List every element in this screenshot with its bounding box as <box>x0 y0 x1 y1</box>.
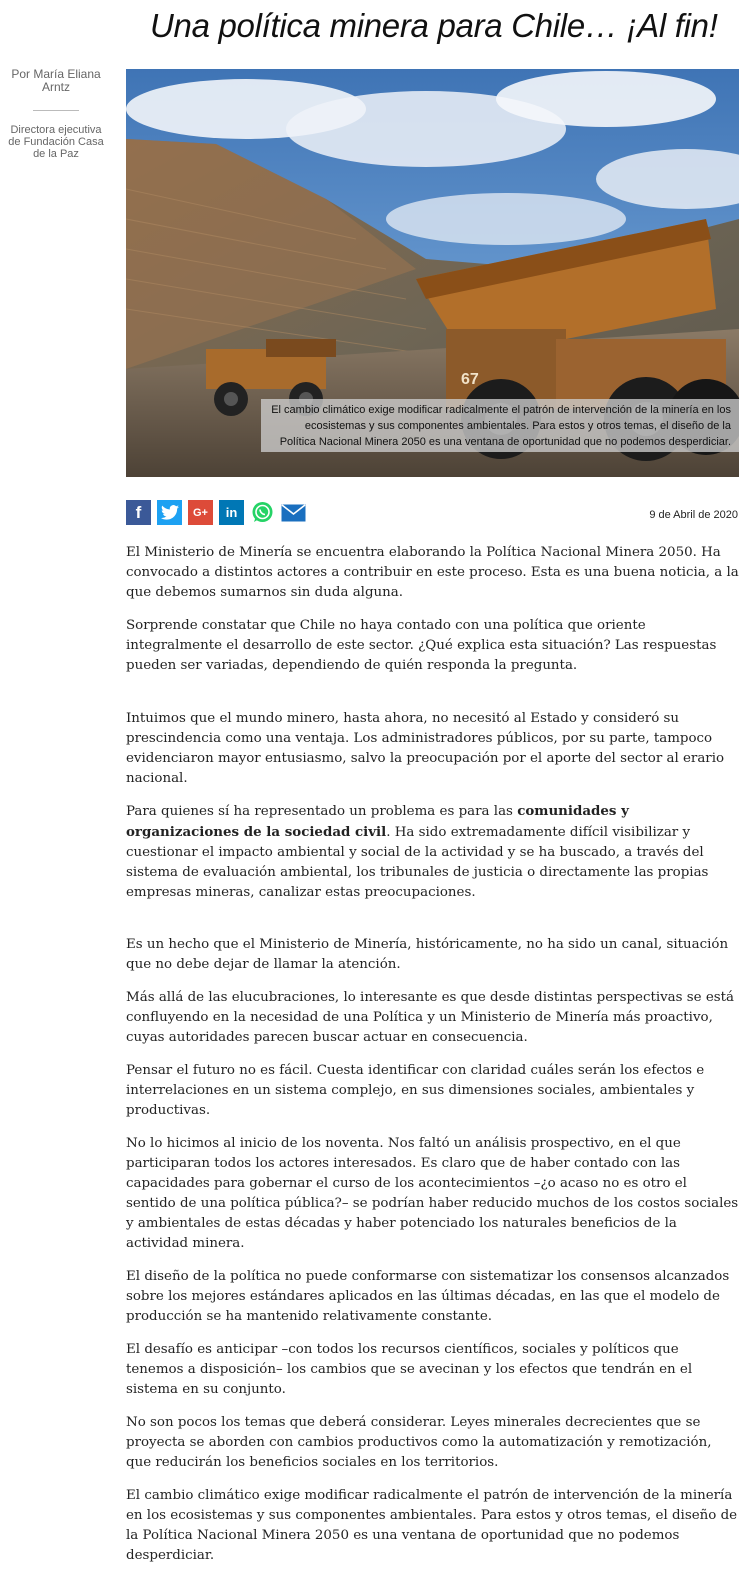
paragraph: El diseño de la política no puede conformarse con sistematizar los consensos alcanzados sobre los mejores estándares aplicados en las últimas décadas, en las que el modelo de producción se ha mantenido relativamente constante. <box>126 1269 730 1324</box>
author-divider <box>33 110 79 111</box>
paragraph <box>126 801 740 903</box>
googleplus-share-button[interactable] <box>188 500 213 525</box>
facebook-share-button[interactable] <box>126 500 151 525</box>
paragraph-text: . Ha sido extremadamente difícil visibilizar y cuestionar el impacto ambiental y social de la actividad y se ha buscado, a través del sistema de evaluación ambiental, los tribunales de justicia o directamente las propias empresas mineras, canalizar estas preocupaciones. <box>126 825 709 900</box>
email-share-button[interactable] <box>281 500 306 525</box>
paragraph: No lo hicimos al inicio de los noventa. Nos faltó un análisis prospectivo, en el que participaran todos los actores interesados. Es claro que de haber contado con las capacidades para gobernar el curso de los acontecimientos –¿o acaso no es otro el sentido de una política pública?– se podrían haber reducido muchos de los costos sociales y ambientales de estas décadas y haber potenciado los naturales beneficios de la actividad minera. <box>126 1136 739 1251</box>
facebook-icon: f <box>135 502 142 522</box>
paragraph: El desafío es anticipar –con todos los recursos científicos, sociales y políticos que tenemos a disposición– los cambios que se avecinan y los efectos que tendrán en el sistema en su conjunto. <box>126 1342 693 1397</box>
paragraph: No son pocos los temas que deberá considerar. Leyes minerales decrecientes que se proyecta se aborden con cambios productivos como la automatización y remotización, que reducirán los beneficios sociales en los territorios. <box>126 1415 712 1470</box>
twitter-icon <box>161 505 179 520</box>
article-body <box>126 543 740 1566</box>
paragraph: El Ministerio de Minería se encuentra elaborando la Política Nacional Minera 2050. Ha convocado a distintos actores a contribuir en este proceso. Esta es una buena noticia, a la que debemos sumarnos sin duda alguna. <box>126 545 739 600</box>
twitter-share-button[interactable] <box>157 500 182 525</box>
paragraph: Sorprende constatar que Chile no haya contado con una política que oriente integralmente el desarrollo de este sector. ¿Qué explica esta situación? Las respuestas pueden ser variadas, dependiendo de quién responda la pregunta. <box>126 618 717 673</box>
author-sidebar <box>4 68 108 160</box>
paragraph: El cambio climático exige modificar radicalmente el patrón de intervención de la minería en los ecosistemas y sus componentes ambientales. Para estos y otros temas, el diseño de la Política Nacional Minera 2050 es una ventana de oportunidad que no podemos desperdiciar. <box>126 1488 738 1563</box>
paragraph: Pensar el futuro no es fácil. Cuesta identificar con claridad cuáles serán los efectos e interrelaciones en un sistema complejo, en sus dimensiones sociales, ambientales y productivas. <box>126 1063 705 1118</box>
paragraph-text: Para quienes sí ha representado un problema es para las <box>126 804 518 819</box>
whatsapp-share-button[interactable] <box>250 500 275 525</box>
linkedin-share-button[interactable] <box>219 500 244 525</box>
share-bar <box>126 500 306 525</box>
paragraph: Más allá de las elucubraciones, lo interesante es que desde distintas perspectivas se está confluyendo en la necesidad de una Política y un Ministerio de Minería más proactivo, cuyas autoridades parecen buscar actuar en consecuencia. <box>126 990 735 1045</box>
author-byline: Por María Eliana Arntz <box>11 67 101 94</box>
paragraph: Intuimos que el mundo minero, hasta ahora, no necesitó al Estado y consideró su prescindencia como una ventaja. Los administradores públicos, por su parte, tampoco evidenciaron mayor entusiasmo, salvo la preocupación por el aporte del sector al erario nacional. <box>126 711 725 786</box>
googleplus-icon: G+ <box>193 506 208 519</box>
hero-caption: El cambio climático exige modificar radicalmente el patrón de intervención de la minería en los ecosistemas y sus componentes ambientales. Para estos y otros temas, el diseño de la Política Nacional Minera 2050 es una ventana de oportunidad que no podemos desperdiciar. <box>261 399 739 452</box>
linkedin-icon: in <box>225 505 238 520</box>
page-title: Una política minera para Chile… ¡Al fin! <box>150 7 718 44</box>
paragraph: Es un hecho que el Ministerio de Minería, históricamente, no ha sido un canal, situación que no debe dejar de llamar la atención. <box>126 937 729 972</box>
publish-date: 9 de Abril de 2020 <box>649 509 738 521</box>
whatsapp-icon <box>250 500 275 525</box>
svg-text:67: 67 <box>461 371 479 388</box>
author-role: Directora ejecutiva de Fundación Casa de la Paz <box>8 124 104 160</box>
email-icon <box>281 504 306 522</box>
paragraph-bold-text: comunidades y organizaciones de la sociedad civil <box>126 803 629 840</box>
hero-image <box>126 69 739 477</box>
